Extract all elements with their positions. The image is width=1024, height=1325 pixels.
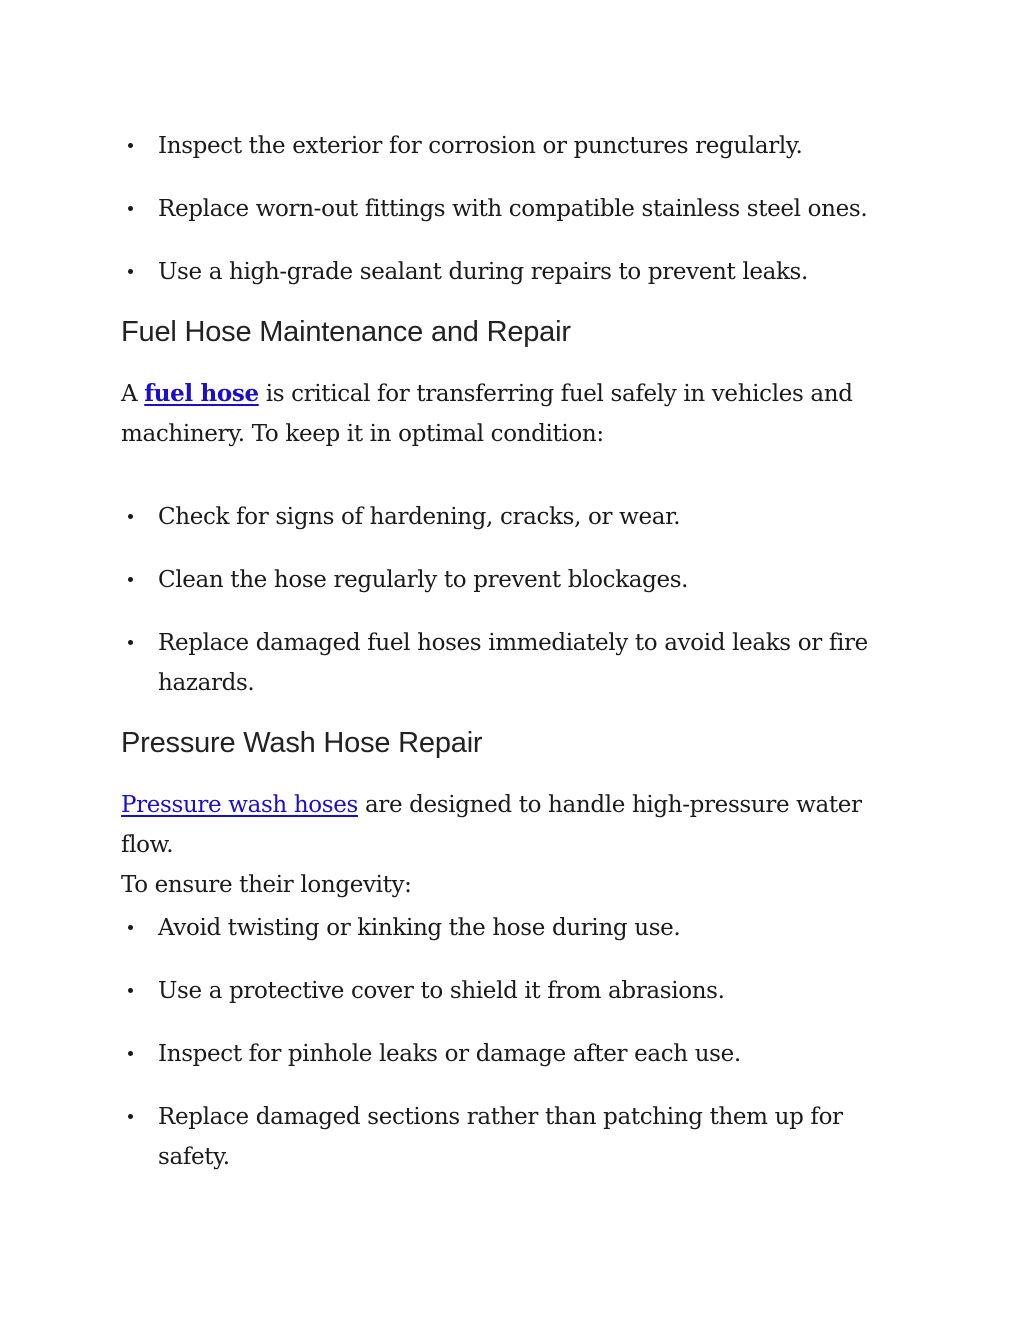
list-item-text: Clean the hose regularly to prevent blockages.: [158, 567, 689, 593]
list-item-text: Check for signs of hardening, cracks, or wear.: [158, 504, 681, 530]
list-item: [158, 1034, 918, 1074]
list-item: [158, 189, 918, 229]
bullet-icon: [128, 514, 133, 519]
fuel-intro-paragraph: [121, 374, 911, 454]
bullet-icon: [128, 925, 133, 930]
list-item-text: Replace damaged sections rather than patching them up for safety.: [158, 1104, 843, 1170]
pressure-wash-hoses-link[interactable]: Pressure wash hoses: [121, 792, 358, 818]
fuel-hose-link[interactable]: fuel hose: [144, 380, 259, 407]
list-item: [158, 126, 918, 166]
bullet-icon: [128, 269, 133, 274]
fuel-intro-line2-text: machinery. To keep it in optimal condition:: [121, 421, 604, 447]
list-item-text: Avoid twisting or kinking the hose during use.: [158, 915, 681, 941]
bullet-icon: [128, 1114, 133, 1119]
bullet-icon: [128, 143, 133, 148]
bullet-icon: [128, 640, 133, 645]
pressure-intro-line1-text: are designed to handle high-pressure water flow.: [121, 792, 862, 858]
list-item-text-line1: Replace damaged fuel hoses immediately to avoid leaks or fire: [158, 630, 868, 656]
bullet-icon: [128, 1051, 133, 1056]
pressure-intro-line2-text: To ensure their longevity:: [121, 872, 412, 898]
list-item-text: Inspect the exterior for corrosion or punctures regularly.: [158, 133, 803, 159]
list-item: [158, 252, 918, 292]
pressure-intro-paragraph: [121, 785, 911, 905]
list-item-text: Use a high-grade sealant during repairs to prevent leaks.: [158, 259, 808, 285]
fuel-intro-line1-text: is critical for transferring fuel safely in vehicles and: [258, 381, 853, 407]
list-item: [158, 908, 918, 948]
list-item-text: Inspect for pinhole leaks or damage after each use.: [158, 1041, 741, 1067]
list-item: [158, 623, 918, 703]
list-item: [158, 1097, 918, 1177]
list-item-text-line2: hazards.: [158, 670, 255, 696]
fuel-section-heading: Fuel Hose Maintenance and Repair: [121, 316, 571, 348]
list-item: [158, 497, 918, 537]
bullet-icon: [128, 206, 133, 211]
bullet-icon: [128, 988, 133, 993]
list-item: [158, 971, 918, 1011]
list-item-text: Replace worn-out fittings with compatible stainless steel ones.: [158, 196, 868, 222]
list-item: [158, 560, 918, 600]
fuel-intro-prefix: A: [121, 381, 145, 407]
pressure-section-heading: Pressure Wash Hose Repair: [121, 727, 483, 759]
bullet-icon: [128, 577, 133, 582]
list-item-text: Use a protective cover to shield it from abrasions.: [158, 978, 725, 1004]
